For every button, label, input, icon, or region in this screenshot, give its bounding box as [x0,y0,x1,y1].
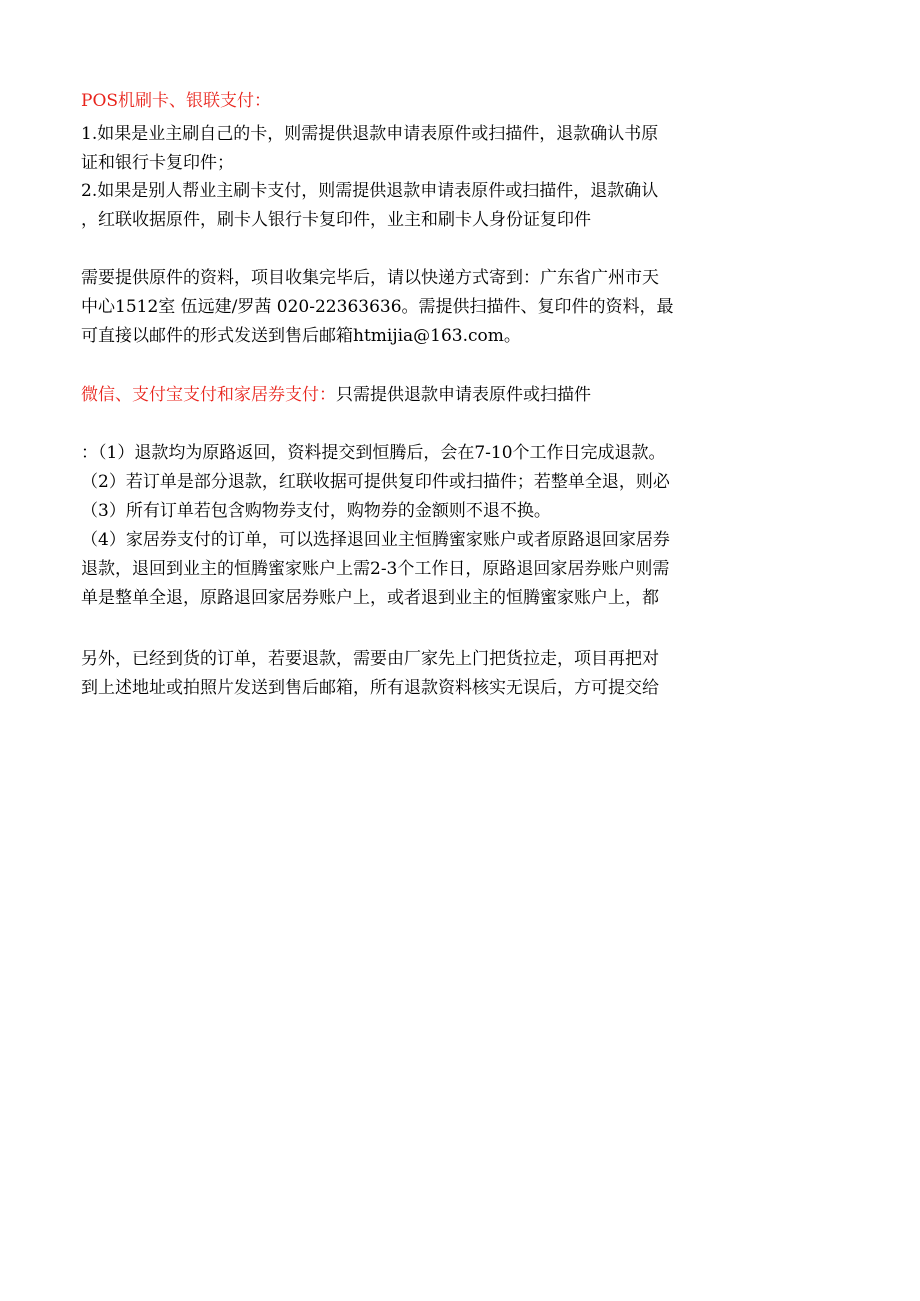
note-line3: （3）所有订单若包含购物券支付，购物券的金额则不退不换。 [81,501,551,521]
pos-payment-heading: POS机刷卡、银联支付： [81,91,272,111]
mailing-line1: 需要提供原件的资料，项目收集完毕后，请以快递方式寄到：广东省广州市天 [81,268,659,288]
note-line5: 退款，退回到业主的恒腾蜜家账户上需2-3个工作日，原路退回家居券账户则需 [81,559,670,579]
mailing-line3: 可直接以邮件的形式发送到售后邮箱htmijia@163.com。 [81,326,521,346]
delivery-line2: 到上述地址或拍照片发送到售后邮箱，所有退款资料核实无误后，方可提交给 [81,678,659,698]
pos-item1-line1: 1.如果是业主刷自己的卡，则需提供退款申请表原件或扫描件，退款确认书原 [81,124,659,144]
pos-item1-line2: 证和银行卡复印件； [81,153,234,173]
note-line2: （2）若订单是部分退款，红联收据可提供复印件或扫描件；若整单全退，则必 [81,472,670,492]
delivery-line1: 另外，已经到货的订单，若要退款，需要由厂家先上门把货拉走，项目再把对 [81,649,659,669]
wechat-payment-heading: 微信、支付宝支付和家居券支付： [81,385,336,405]
wechat-payment-row [81,383,591,407]
pos-item2-line1: 2.如果是别人帮业主刷卡支付，则需提供退款申请表原件或扫描件，退款确认 [81,181,659,201]
note-line6: 单是整单全退，原路退回家居券账户上，或者退到业主的恒腾蜜家账户上，都 [81,588,659,608]
note-line1: ：（1）退款均为原路返回，资料提交到恒腾后，会在7-10个工作日完成退款。 [81,443,666,463]
note-line4: （4）家居券支付的订单，可以选择退回业主恒腾蜜家账户或者原路退回家居券 [81,530,670,550]
document-body [81,89,773,729]
wechat-payment-text: 只需提供退款申请表原件或扫描件 [336,385,591,405]
pos-item2-line2: ，红联收据原件，刷卡人银行卡复印件，业主和刷卡人身份证复印件 [81,210,591,230]
mailing-line2: 中心1512室 伍远建/罗茜 020-22363636。需提供扫描件、复印件的资料，最 [81,297,674,317]
